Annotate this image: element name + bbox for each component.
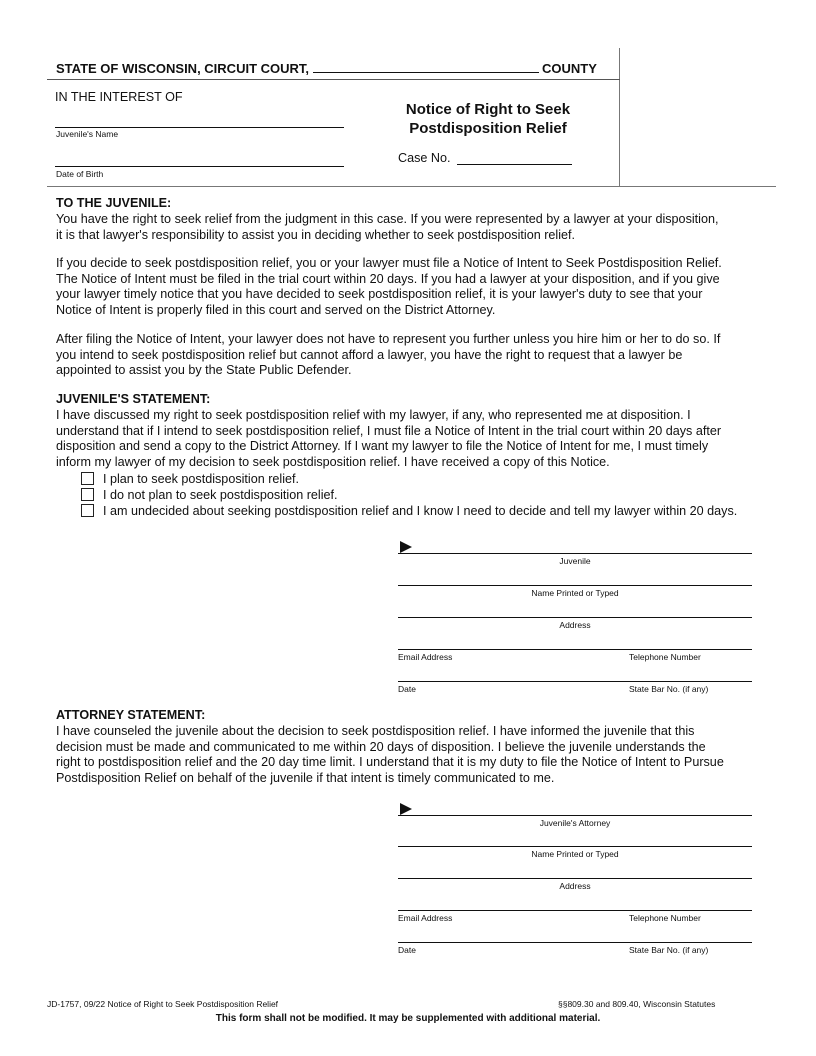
option-label: I plan to seek postdisposition relief.: [103, 472, 300, 486]
form-id: JD-1757, 09/22 Notice of Right to Seek Postdisposition Relief: [47, 999, 279, 1009]
interest-of-label: IN THE INTEREST OF: [55, 90, 183, 104]
undecided-checkbox[interactable]: [81, 504, 94, 517]
address-label: Address: [559, 620, 591, 630]
text-line: I have counseled the juvenile about the decision to seek postdisposition relief. I have informed the juvenile that this: [56, 724, 695, 738]
statutes: §§809.30 and 809.40, Wisconsin Statutes: [558, 999, 716, 1009]
date-label: Date: [398, 945, 416, 955]
attorney-signer-label: Juvenile's Attorney: [539, 818, 611, 828]
to-juvenile-heading: TO THE JUVENILE:: [56, 196, 172, 210]
attorney-statement-heading: ATTORNEY STATEMENT:: [56, 708, 206, 722]
attorney-address-field[interactable]: [398, 878, 752, 879]
text-line: you intend to seek postdisposition relief but cannot afford a lawyer, you have the right to request that a lawyer be: [56, 347, 683, 362]
case-no: [398, 151, 451, 167]
text-line: Notice of Intent is properly filed in this court and served on the District Attorney.: [56, 302, 496, 317]
dob-field[interactable]: [55, 166, 344, 167]
plan-checkbox[interactable]: [81, 472, 94, 485]
name-printed-label: Name Printed or Typed: [531, 849, 619, 859]
text-line: Postdisposition Relief on behalf of the juvenile if that intent is timely communicated to me.: [56, 770, 555, 785]
modification-notice: This form shall not be modified. It may be supplemented with additional material.: [215, 1013, 601, 1024]
form-title: [378, 100, 598, 138]
juvenile-name-label: Juvenile's Name: [56, 129, 119, 139]
email-label: Email Address: [398, 913, 453, 923]
attorney-signature-block: [398, 799, 752, 959]
county-field[interactable]: [313, 61, 539, 73]
text-line: appointed to assist you by the State Public Defender.: [56, 363, 352, 378]
title-line-2: Postdisposition Relief: [409, 120, 567, 137]
option-undecided: [81, 504, 737, 520]
text-line: it is that lawyer's responsibility to assist you in deciding whether to seek postdisposition relief.: [56, 227, 576, 242]
juvenile-signer-label: Juvenile: [559, 556, 591, 566]
text-line: If you decide to seek postdisposition relief, you or your lawyer must file a Notice of Intent to Seek Postdisposition Relief.: [56, 256, 722, 270]
to-juvenile-paragraph-3: [56, 332, 772, 379]
option-label: I am undecided about seeking postdisposition relief and I know I need to decide and tell my lawyer within 20 days.: [103, 504, 738, 518]
attorney-statement-text: [56, 724, 772, 786]
title-line-1: Notice of Right to Seek: [405, 101, 571, 118]
email-label: Email Address: [398, 652, 453, 662]
not-plan-checkbox[interactable]: [81, 488, 94, 501]
text-line: After filing the Notice of Intent, your lawyer does not have to represent you further unless you hire him or her to do so. If: [56, 332, 721, 346]
case-no-label: Case No.: [398, 151, 451, 165]
juvenile-name-field[interactable]: [55, 127, 344, 128]
option-plan: [81, 472, 299, 488]
juvenile-address-field[interactable]: [398, 617, 752, 618]
header-divider: [47, 79, 620, 80]
name-printed-label: Name Printed or Typed: [531, 588, 619, 598]
sign-here-arrow-icon: [400, 541, 412, 553]
text-line: decision must be made and communicated to me within 20 days of disposition. I believe the juvenile understands the: [56, 739, 706, 754]
header-bottom-rule: [47, 186, 776, 187]
header-divider-vertical: [619, 48, 620, 186]
text-line: The Notice of Intent must be filed in the trial court within 20 days. If you had a lawyer at your disposition, and if you give: [56, 271, 720, 286]
attorney-email-phone-field[interactable]: [398, 910, 752, 911]
court-prefix: STATE OF WISCONSIN, CIRCUIT COURT,: [56, 61, 310, 76]
court-caption: [56, 61, 597, 76]
juvenile-date-bar-field[interactable]: [398, 681, 752, 682]
option-label: I do not plan to seek postdisposition relief.: [103, 488, 338, 502]
juvenile-name-printed-field[interactable]: [398, 585, 752, 586]
dob-label: Date of Birth: [56, 169, 104, 179]
juvenile-statement-text: [56, 408, 772, 470]
text-line: your lawyer timely notice that you have decided to seek postdisposition relief, it is your lawyer's duty to see that your: [56, 287, 703, 302]
county-label: COUNTY: [542, 61, 597, 76]
juvenile-signature-field[interactable]: [398, 553, 752, 554]
attorney-name-printed-field[interactable]: [398, 846, 752, 847]
bar-no-label: State Bar No. (if any): [629, 945, 709, 955]
case-no-field[interactable]: [457, 164, 572, 165]
to-juvenile-paragraph-2: [56, 256, 772, 318]
text-line: understand that if I intend to seek postdisposition relief, I must file a Notice of Intent in the trial court within 20 days after: [56, 423, 722, 438]
attorney-signature-field[interactable]: [398, 815, 752, 816]
juvenile-statement-heading: JUVENILE'S STATEMENT:: [56, 392, 211, 406]
text-line: disposition and send a copy to the District Attorney. If I want my lawyer to file the Notice of Intent for me, I must timely: [56, 439, 709, 454]
bar-no-label: State Bar No. (if any): [629, 684, 709, 694]
to-juvenile-paragraph-1: [56, 212, 772, 243]
juvenile-email-phone-field[interactable]: [398, 649, 752, 650]
phone-label: Telephone Number: [629, 652, 701, 662]
phone-label: Telephone Number: [629, 913, 701, 923]
text-line: You have the right to seek relief from the judgment in this case. If you were represented by a lawyer at your disposition,: [56, 212, 719, 226]
juvenile-signature-block: [398, 537, 752, 697]
attorney-date-bar-field[interactable]: [398, 942, 752, 943]
text-line: I have discussed my right to seek postdisposition relief with my lawyer, if any, who represented me at disposition. I: [56, 408, 691, 422]
address-label: Address: [559, 881, 591, 891]
option-not-plan: [81, 488, 338, 504]
text-line: inform my lawyer of my decision to seek postdisposition relief. I have received a copy of this Notice.: [56, 454, 610, 469]
date-label: Date: [398, 684, 416, 694]
sign-here-arrow-icon: [400, 803, 412, 815]
text-line: right to postdisposition relief and the 20 day time limit. I understand that it is my duty to file the Notice of Intent to Pursue: [56, 755, 724, 770]
